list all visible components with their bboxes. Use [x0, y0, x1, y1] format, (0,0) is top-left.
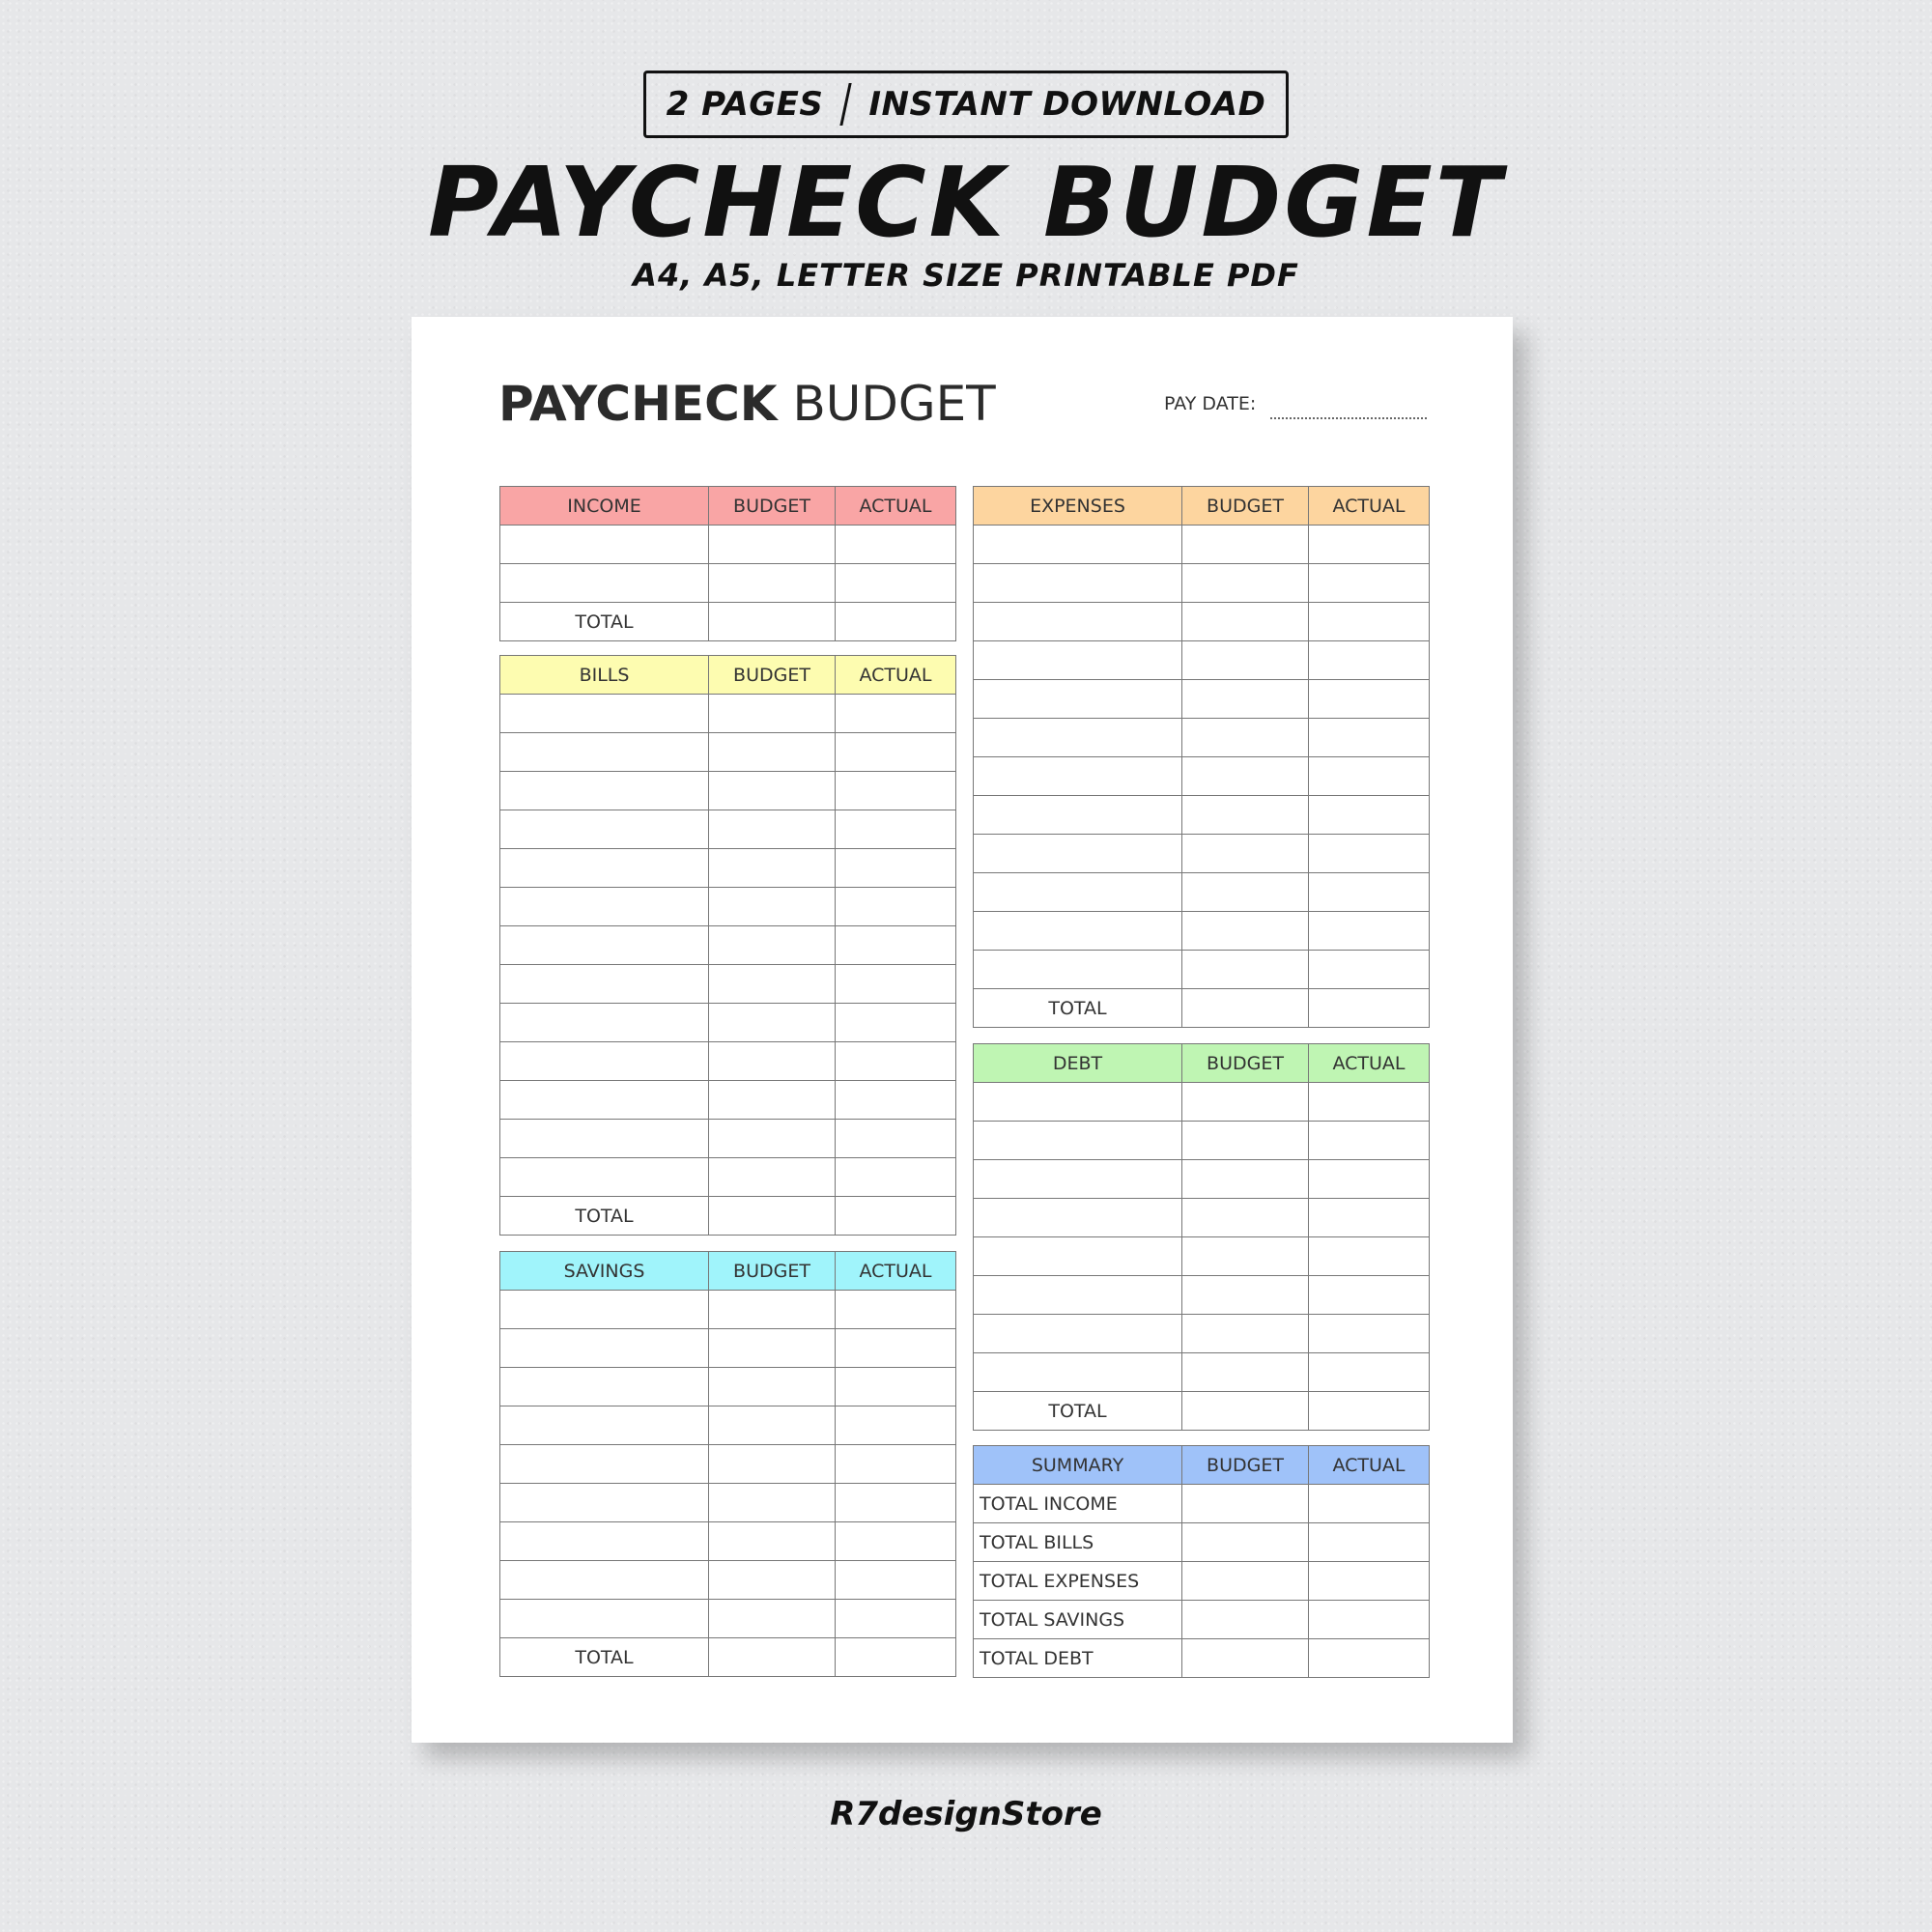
- debt-item-cell[interactable]: [974, 1160, 1182, 1199]
- expenses-actual-cell[interactable]: [1309, 641, 1430, 680]
- debt-item-cell[interactable]: [974, 1199, 1182, 1237]
- bills-total-actual-cell[interactable]: [836, 1197, 956, 1236]
- savings-item-cell[interactable]: [500, 1291, 709, 1329]
- banner-download-text: INSTANT DOWNLOAD: [868, 85, 1266, 124]
- bills-budget-cell[interactable]: [709, 926, 836, 965]
- banner-divider: [840, 83, 852, 126]
- table-row: [500, 772, 956, 810]
- debt-actual-cell[interactable]: [1309, 1237, 1430, 1276]
- expenses-budget-cell[interactable]: [1182, 526, 1309, 564]
- savings-actual-cell[interactable]: [836, 1561, 956, 1600]
- savings-budget-cell[interactable]: [709, 1368, 836, 1406]
- bills-budget-cell[interactable]: [709, 733, 836, 772]
- bills-budget-header: BUDGET: [709, 656, 836, 695]
- expenses-budget-cell[interactable]: [1182, 951, 1309, 989]
- savings-item-cell[interactable]: [500, 1600, 709, 1638]
- table-row: [974, 796, 1430, 835]
- bills-actual-cell[interactable]: [836, 1120, 956, 1158]
- table-row: [500, 1042, 956, 1081]
- summary-budget-cell[interactable]: [1182, 1562, 1309, 1601]
- table-row: [974, 719, 1430, 757]
- savings-budget-cell[interactable]: [709, 1329, 836, 1368]
- bills-total-row: [500, 1197, 956, 1236]
- expenses-actual-cell[interactable]: [1309, 680, 1430, 719]
- bills-actual-cell[interactable]: [836, 926, 956, 965]
- table-row: [974, 951, 1430, 989]
- table-row: [500, 810, 956, 849]
- summary-budget-cell[interactable]: [1182, 1523, 1309, 1562]
- table-row: [974, 873, 1430, 912]
- savings-total-label: TOTAL: [500, 1638, 709, 1677]
- bills-item-cell[interactable]: [500, 1158, 709, 1197]
- savings-table: [499, 1251, 956, 1677]
- debt-actual-cell[interactable]: [1309, 1083, 1430, 1122]
- debt-total-row: [974, 1392, 1430, 1431]
- table-row: [974, 564, 1430, 603]
- savings-total-row: [500, 1638, 956, 1677]
- table-row: [974, 1523, 1430, 1562]
- bills-budget-cell[interactable]: [709, 1042, 836, 1081]
- expenses-category-header: EXPENSES: [974, 487, 1182, 526]
- bills-budget-cell[interactable]: [709, 1120, 836, 1158]
- savings-actual-cell[interactable]: [836, 1445, 956, 1484]
- savings-item-cell[interactable]: [500, 1522, 709, 1561]
- table-row: [500, 1004, 956, 1042]
- savings-item-cell[interactable]: [500, 1484, 709, 1522]
- table-row: [500, 1522, 956, 1561]
- expenses-item-cell[interactable]: [974, 951, 1182, 989]
- table-row: [974, 1562, 1430, 1601]
- product-title: PAYCHECK BUDGET: [428, 146, 1504, 259]
- summary-actual-cell[interactable]: [1309, 1523, 1430, 1562]
- table-row: [500, 695, 956, 733]
- bills-budget-cell[interactable]: [709, 1004, 836, 1042]
- bills-item-cell[interactable]: [500, 695, 709, 733]
- pay-date-field[interactable]: [1270, 417, 1427, 419]
- budget-sheet: [412, 317, 1513, 1743]
- income-item-cell[interactable]: [500, 564, 709, 603]
- expenses-budget-cell[interactable]: [1182, 564, 1309, 603]
- expenses-item-cell[interactable]: [974, 719, 1182, 757]
- summary-table: [973, 1445, 1430, 1678]
- table-row: [974, 1199, 1430, 1237]
- store-brand: R7designStore: [830, 1795, 1102, 1833]
- savings-item-cell[interactable]: [500, 1329, 709, 1368]
- expenses-item-cell[interactable]: [974, 603, 1182, 641]
- table-row: [974, 1122, 1430, 1160]
- bills-budget-cell[interactable]: [709, 965, 836, 1004]
- bills-actual-cell[interactable]: [836, 1004, 956, 1042]
- expenses-item-cell[interactable]: [974, 641, 1182, 680]
- bills-header-row: [500, 656, 956, 695]
- table-row: [500, 1158, 956, 1197]
- debt-category-header: DEBT: [974, 1044, 1182, 1083]
- expenses-actual-header: ACTUAL: [1309, 487, 1430, 526]
- expenses-item-cell[interactable]: [974, 757, 1182, 796]
- table-row: [974, 1160, 1430, 1199]
- summary-row-label: TOTAL INCOME: [974, 1485, 1182, 1523]
- bills-item-cell[interactable]: [500, 1042, 709, 1081]
- summary-actual-cell[interactable]: [1309, 1485, 1430, 1523]
- sheet-title-regular: BUDGET: [792, 376, 996, 432]
- savings-item-cell[interactable]: [500, 1561, 709, 1600]
- income-total-budget-cell[interactable]: [709, 603, 836, 641]
- table-row: [500, 1120, 956, 1158]
- debt-actual-cell[interactable]: [1309, 1122, 1430, 1160]
- income-budget-header: BUDGET: [709, 487, 836, 526]
- debt-header-row: [974, 1044, 1430, 1083]
- bills-item-cell[interactable]: [500, 810, 709, 849]
- debt-table: [973, 1043, 1430, 1431]
- expenses-item-cell[interactable]: [974, 680, 1182, 719]
- bills-budget-cell[interactable]: [709, 810, 836, 849]
- summary-row-label: TOTAL SAVINGS: [974, 1601, 1182, 1639]
- summary-budget-cell[interactable]: [1182, 1639, 1309, 1678]
- savings-item-cell[interactable]: [500, 1445, 709, 1484]
- debt-item-cell[interactable]: [974, 1237, 1182, 1276]
- expenses-budget-cell[interactable]: [1182, 680, 1309, 719]
- savings-category-header: SAVINGS: [500, 1252, 709, 1291]
- summary-actual-cell[interactable]: [1309, 1601, 1430, 1639]
- savings-budget-cell[interactable]: [709, 1406, 836, 1445]
- table-row: [500, 564, 956, 603]
- expenses-item-cell[interactable]: [974, 835, 1182, 873]
- income-total-actual-cell[interactable]: [836, 603, 956, 641]
- income-actual-cell[interactable]: [836, 526, 956, 564]
- expenses-actual-cell[interactable]: [1309, 796, 1430, 835]
- table-row: [974, 1485, 1430, 1523]
- debt-actual-cell[interactable]: [1309, 1199, 1430, 1237]
- summary-actual-cell[interactable]: [1309, 1562, 1430, 1601]
- expenses-total-row: [974, 989, 1430, 1028]
- banner-pages-text: 2 PAGES: [666, 85, 824, 124]
- income-header-row: [500, 487, 956, 526]
- income-actual-cell[interactable]: [836, 564, 956, 603]
- summary-row-label: TOTAL DEBT: [974, 1639, 1182, 1678]
- table-row: [974, 757, 1430, 796]
- table-row: [500, 1406, 956, 1445]
- bills-actual-cell[interactable]: [836, 849, 956, 888]
- summary-budget-header: BUDGET: [1182, 1446, 1309, 1485]
- debt-actual-cell[interactable]: [1309, 1276, 1430, 1315]
- table-row: [974, 1083, 1430, 1122]
- income-total-label: TOTAL: [500, 603, 709, 641]
- debt-item-cell[interactable]: [974, 1122, 1182, 1160]
- table-row: [500, 926, 956, 965]
- income-total-row: [500, 603, 956, 641]
- debt-item-cell[interactable]: [974, 1315, 1182, 1353]
- debt-actual-header: ACTUAL: [1309, 1044, 1430, 1083]
- savings-actual-cell[interactable]: [836, 1368, 956, 1406]
- table-row: [500, 888, 956, 926]
- table-row: [974, 1353, 1430, 1392]
- bills-item-cell[interactable]: [500, 926, 709, 965]
- bills-total-label: TOTAL: [500, 1197, 709, 1236]
- bills-budget-cell[interactable]: [709, 1081, 836, 1120]
- summary-category-header: SUMMARY: [974, 1446, 1182, 1485]
- bills-actual-cell[interactable]: [836, 1081, 956, 1120]
- expenses-table: [973, 486, 1430, 1028]
- bills-item-cell[interactable]: [500, 772, 709, 810]
- summary-budget-cell[interactable]: [1182, 1485, 1309, 1523]
- savings-actual-cell[interactable]: [836, 1484, 956, 1522]
- bills-table: [499, 655, 956, 1236]
- expenses-total-actual-cell[interactable]: [1309, 989, 1430, 1028]
- table-row: [500, 733, 956, 772]
- expenses-budget-header: BUDGET: [1182, 487, 1309, 526]
- savings-item-cell[interactable]: [500, 1368, 709, 1406]
- expenses-actual-cell[interactable]: [1309, 912, 1430, 951]
- debt-actual-cell[interactable]: [1309, 1353, 1430, 1392]
- expenses-actual-cell[interactable]: [1309, 757, 1430, 796]
- bills-actual-cell[interactable]: [836, 1158, 956, 1197]
- debt-budget-cell[interactable]: [1182, 1276, 1309, 1315]
- bills-item-cell[interactable]: [500, 965, 709, 1004]
- bills-item-cell[interactable]: [500, 888, 709, 926]
- table-row: [974, 641, 1430, 680]
- expenses-actual-cell[interactable]: [1309, 603, 1430, 641]
- savings-actual-cell[interactable]: [836, 1291, 956, 1329]
- debt-budget-header: BUDGET: [1182, 1044, 1309, 1083]
- bills-item-cell[interactable]: [500, 1120, 709, 1158]
- expenses-item-cell[interactable]: [974, 873, 1182, 912]
- expenses-actual-cell[interactable]: [1309, 564, 1430, 603]
- savings-budget-header: BUDGET: [709, 1252, 836, 1291]
- bills-item-cell[interactable]: [500, 1081, 709, 1120]
- summary-header-row: [974, 1446, 1430, 1485]
- bills-actual-cell[interactable]: [836, 772, 956, 810]
- savings-budget-cell[interactable]: [709, 1291, 836, 1329]
- table-row: [974, 1276, 1430, 1315]
- table-row: [500, 1561, 956, 1600]
- debt-budget-cell[interactable]: [1182, 1237, 1309, 1276]
- income-budget-cell[interactable]: [709, 564, 836, 603]
- table-row: [500, 526, 956, 564]
- savings-header-row: [500, 1252, 956, 1291]
- debt-budget-cell[interactable]: [1182, 1353, 1309, 1392]
- expenses-actual-cell[interactable]: [1309, 526, 1430, 564]
- debt-total-label: TOTAL: [974, 1392, 1182, 1431]
- table-row: [974, 603, 1430, 641]
- sheet-title: [498, 375, 996, 433]
- expenses-item-cell[interactable]: [974, 526, 1182, 564]
- table-row: [500, 1445, 956, 1484]
- bills-item-cell[interactable]: [500, 1004, 709, 1042]
- table-row: [500, 849, 956, 888]
- summary-row-label: TOTAL BILLS: [974, 1523, 1182, 1562]
- bills-actual-cell[interactable]: [836, 1042, 956, 1081]
- bills-budget-cell[interactable]: [709, 1158, 836, 1197]
- expenses-header-row: [974, 487, 1430, 526]
- bills-budget-cell[interactable]: [709, 772, 836, 810]
- bills-actual-cell[interactable]: [836, 733, 956, 772]
- expenses-budget-cell[interactable]: [1182, 835, 1309, 873]
- table-row: [974, 1639, 1430, 1678]
- income-table: [499, 486, 956, 641]
- expenses-actual-cell[interactable]: [1309, 951, 1430, 989]
- bills-budget-cell[interactable]: [709, 849, 836, 888]
- table-row: [974, 835, 1430, 873]
- debt-budget-cell[interactable]: [1182, 1122, 1309, 1160]
- table-row: [500, 1368, 956, 1406]
- summary-actual-cell[interactable]: [1309, 1639, 1430, 1678]
- savings-budget-cell[interactable]: [709, 1484, 836, 1522]
- income-category-header: INCOME: [500, 487, 709, 526]
- debt-actual-cell[interactable]: [1309, 1315, 1430, 1353]
- table-row: [500, 1329, 956, 1368]
- summary-actual-header: ACTUAL: [1309, 1446, 1430, 1485]
- bills-actual-header: ACTUAL: [836, 656, 956, 695]
- savings-budget-cell[interactable]: [709, 1522, 836, 1561]
- expenses-budget-cell[interactable]: [1182, 873, 1309, 912]
- table-row: [974, 1601, 1430, 1639]
- expenses-budget-cell[interactable]: [1182, 912, 1309, 951]
- savings-actual-cell[interactable]: [836, 1522, 956, 1561]
- savings-total-budget-cell[interactable]: [709, 1638, 836, 1677]
- income-budget-cell[interactable]: [709, 526, 836, 564]
- debt-budget-cell[interactable]: [1182, 1083, 1309, 1122]
- product-subtitle: A4, A5, LETTER SIZE PRINTABLE PDF: [633, 257, 1299, 294]
- expenses-item-cell[interactable]: [974, 912, 1182, 951]
- table-row: [974, 912, 1430, 951]
- savings-total-actual-cell[interactable]: [836, 1638, 956, 1677]
- bills-item-cell[interactable]: [500, 849, 709, 888]
- debt-budget-cell[interactable]: [1182, 1199, 1309, 1237]
- bills-actual-cell[interactable]: [836, 888, 956, 926]
- expenses-budget-cell[interactable]: [1182, 796, 1309, 835]
- savings-item-cell[interactable]: [500, 1406, 709, 1445]
- expenses-budget-cell[interactable]: [1182, 757, 1309, 796]
- income-item-cell[interactable]: [500, 526, 709, 564]
- expenses-total-budget-cell[interactable]: [1182, 989, 1309, 1028]
- bills-budget-cell[interactable]: [709, 695, 836, 733]
- savings-actual-cell[interactable]: [836, 1329, 956, 1368]
- table-row: [974, 1237, 1430, 1276]
- sheet-title-bold: PAYCHECK: [498, 376, 778, 432]
- expenses-budget-cell[interactable]: [1182, 641, 1309, 680]
- expenses-actual-cell[interactable]: [1309, 835, 1430, 873]
- debt-budget-cell[interactable]: [1182, 1315, 1309, 1353]
- savings-budget-cell[interactable]: [709, 1600, 836, 1638]
- debt-item-cell[interactable]: [974, 1353, 1182, 1392]
- summary-row-label: TOTAL EXPENSES: [974, 1562, 1182, 1601]
- debt-actual-cell[interactable]: [1309, 1160, 1430, 1199]
- debt-total-budget-cell[interactable]: [1182, 1392, 1309, 1431]
- pay-date-label: PAY DATE:: [1164, 393, 1257, 414]
- debt-item-cell[interactable]: [974, 1083, 1182, 1122]
- savings-budget-cell[interactable]: [709, 1445, 836, 1484]
- savings-budget-cell[interactable]: [709, 1561, 836, 1600]
- savings-actual-cell[interactable]: [836, 1600, 956, 1638]
- debt-budget-cell[interactable]: [1182, 1160, 1309, 1199]
- expenses-budget-cell[interactable]: [1182, 603, 1309, 641]
- table-row: [500, 1484, 956, 1522]
- income-actual-header: ACTUAL: [836, 487, 956, 526]
- bills-actual-cell[interactable]: [836, 965, 956, 1004]
- bills-category-header: BILLS: [500, 656, 709, 695]
- summary-budget-cell[interactable]: [1182, 1601, 1309, 1639]
- savings-actual-header: ACTUAL: [836, 1252, 956, 1291]
- table-row: [500, 965, 956, 1004]
- bills-actual-cell[interactable]: [836, 695, 956, 733]
- table-row: [974, 680, 1430, 719]
- table-row: [500, 1291, 956, 1329]
- bills-total-budget-cell[interactable]: [709, 1197, 836, 1236]
- expenses-item-cell[interactable]: [974, 564, 1182, 603]
- expenses-item-cell[interactable]: [974, 796, 1182, 835]
- expenses-actual-cell[interactable]: [1309, 873, 1430, 912]
- debt-total-actual-cell[interactable]: [1309, 1392, 1430, 1431]
- feature-banner: [643, 71, 1289, 138]
- table-row: [500, 1081, 956, 1120]
- expenses-actual-cell[interactable]: [1309, 719, 1430, 757]
- table-row: [500, 1600, 956, 1638]
- bills-budget-cell[interactable]: [709, 888, 836, 926]
- savings-actual-cell[interactable]: [836, 1406, 956, 1445]
- expenses-total-label: TOTAL: [974, 989, 1182, 1028]
- table-row: [974, 526, 1430, 564]
- bills-item-cell[interactable]: [500, 733, 709, 772]
- expenses-budget-cell[interactable]: [1182, 719, 1309, 757]
- table-row: [974, 1315, 1430, 1353]
- debt-item-cell[interactable]: [974, 1276, 1182, 1315]
- bills-actual-cell[interactable]: [836, 810, 956, 849]
